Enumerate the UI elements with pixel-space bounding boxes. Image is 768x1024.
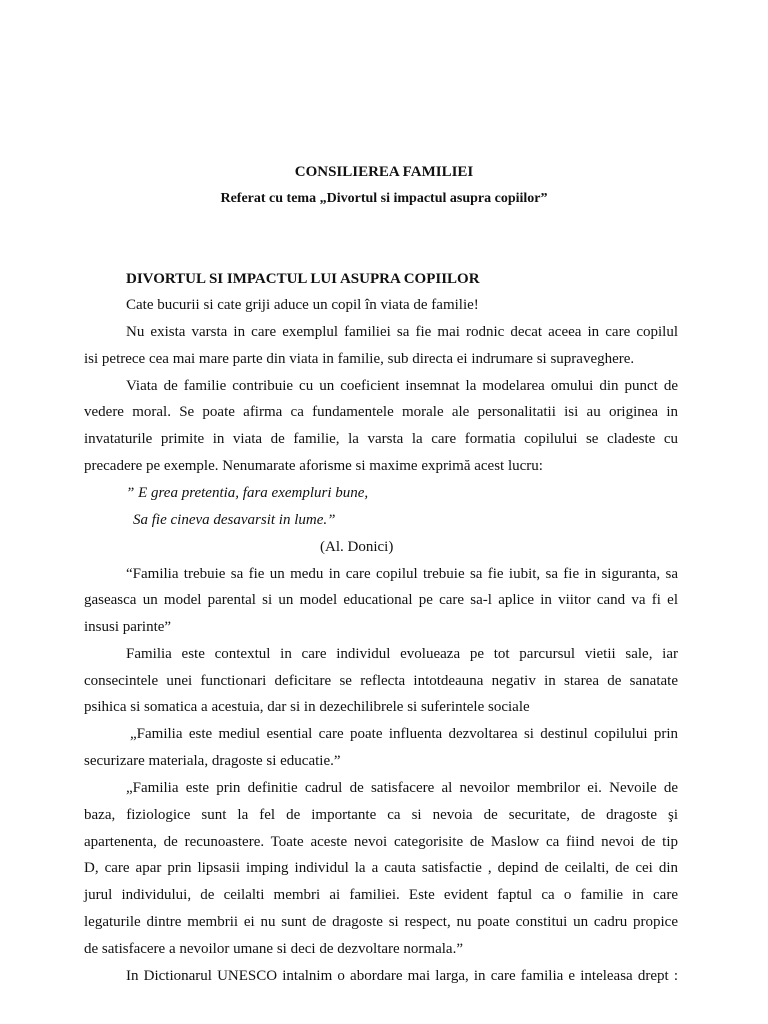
paragraph-line: D, care apar prin lipsasii imping individul la a cauta satisfactie , depind de ceilalti, de cei din xyxy=(84,860,678,876)
paragraph-line: „Familia este mediul esential care poate influenta dezvoltarea si destinul copilului prin xyxy=(130,726,678,742)
paragraph-line: gaseasca un model parental si un model educational pe care sa-l aplice in viitor cand va fi el xyxy=(84,592,678,608)
paragraph-line: insusi parinte” xyxy=(84,619,172,635)
paragraph-line: Cate bucurii si cate griji aduce un copil în viata de familie! xyxy=(126,297,479,313)
paragraph-line: consecintele unei functionari deficitare se reflecta intotdeauna negativ in starea de sanatate xyxy=(84,673,678,689)
paragraph-line: apartenenta, de recunoastere. Toate aceste nevoi categorisite de Maslow ca fiind nevoi de tip xyxy=(84,834,678,850)
paragraph-line: psihica si somatica a acestuia, dar si in dezechilibrele si suferintele sociale xyxy=(84,699,530,715)
paragraph-line: securizare materiala, dragoste si educatie.” xyxy=(84,753,341,769)
paragraph-line: precadere pe exemple. Nenumarate aforisme si maxime exprimă acest lucru: xyxy=(84,458,543,474)
paragraph-line: de satisfacere a nevoilor umane si deci de dezvoltare normala.” xyxy=(84,941,463,957)
document-title: CONSILIEREA FAMILIEI xyxy=(294,164,474,180)
paragraph-line: legaturile dintre membrii ei nu sunt de dragoste si respect, nu poate constitui un cadru propice xyxy=(84,914,678,930)
paragraph-line: invataturile primite in viata de familie, la varsta la care formatia copilului se cladeste cu xyxy=(84,431,678,447)
quote-line: ” E grea pretentia, fara exempluri bune, xyxy=(126,485,369,501)
paragraph-line: isi petrece cea mai mare parte din viata in familie, sub directa ei indrumare si supraveghere. xyxy=(84,351,635,367)
paragraph-line: Familia este contextul in care individul evolueaza pe tot parcursul vietii sale, iar xyxy=(126,646,678,662)
paragraph-line: “Familia trebuie sa fie un medu in care copilul trebuie sa fie iubit, sa fie in siguranta, sa xyxy=(126,566,678,582)
paragraph-line: jurul individului, de ceilalti membri ai familiei. Este evident faptul ca o familie in care xyxy=(84,887,678,903)
section-heading: DIVORTUL SI IMPACTUL LUI ASUPRA COPIILOR xyxy=(126,271,480,287)
paragraph-line: Nu exista varsta in care exemplul familiei sa fie mai rodnic decat aceea in care copilul xyxy=(126,324,678,340)
paragraph-line: In Dictionarul UNESCO intalnim o abordare mai larga, in care familia e inteleasa drept : xyxy=(126,968,678,984)
paragraph-line: vedere moral. Se poate afirma ca fundamentele morale ale personalitatii isi au originea in xyxy=(84,404,678,420)
paragraph-line: baza, fiziologice sunt la fel de importante ca si nevoia de securitate, de dragoste şi xyxy=(84,807,678,823)
paragraph-line: „Familia este prin definitie cadrul de satisfacere al nevoilor membrilor ei. Nevoile de xyxy=(126,780,678,796)
quote-author: (Al. Donici) xyxy=(320,539,394,555)
paragraph-line: Viata de familie contribuie cu un coeficient insemnat la modelarea omului din punct de xyxy=(126,378,678,394)
document-subtitle: Referat cu tema „Divortul si impactul asupra copiilor” xyxy=(220,191,548,206)
quote-line: Sa fie cineva desavarsit in lume.” xyxy=(133,512,336,528)
